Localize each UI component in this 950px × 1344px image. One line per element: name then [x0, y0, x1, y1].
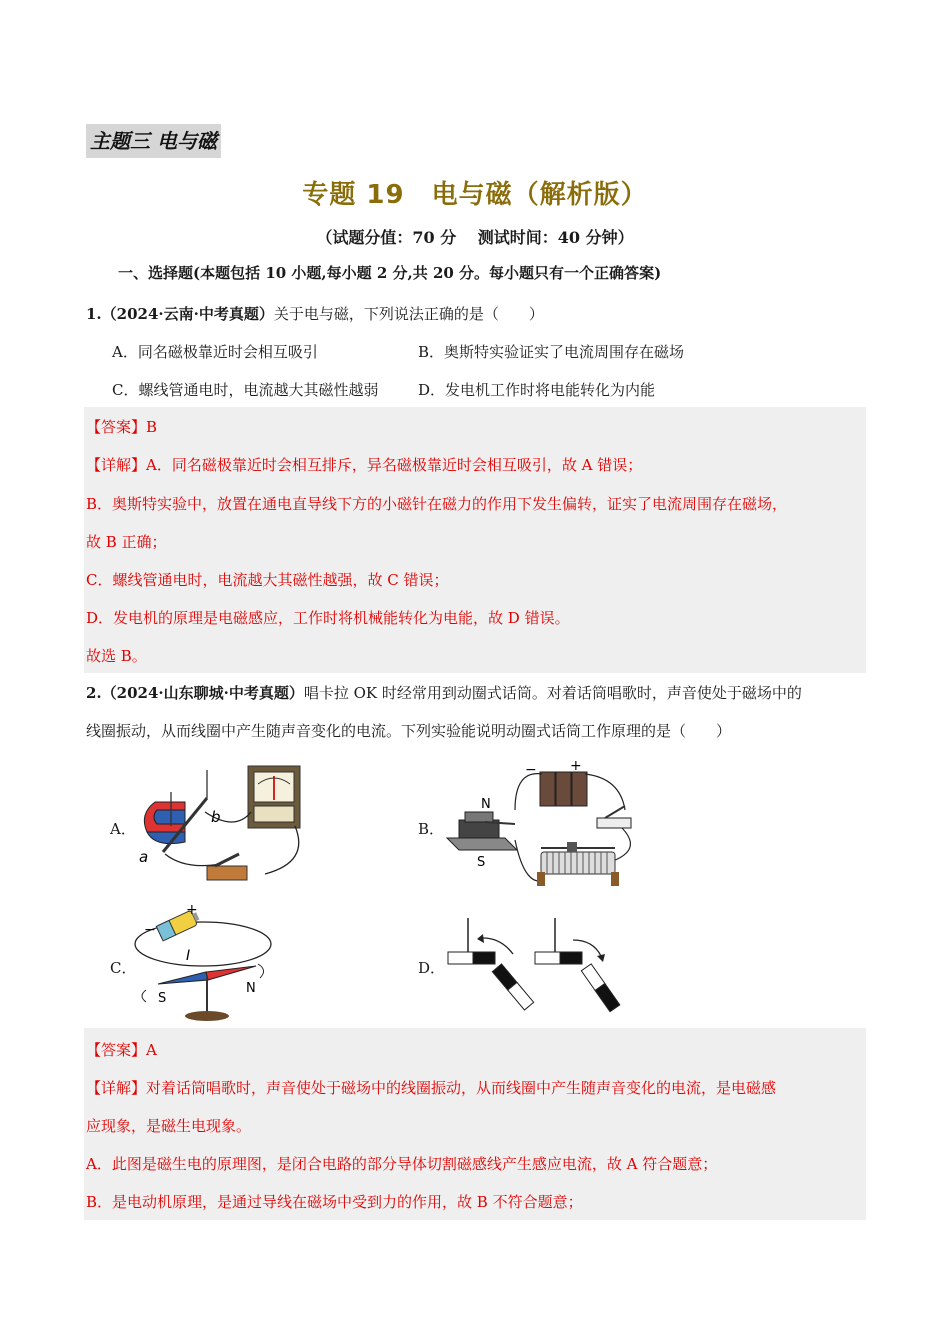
- figure-b-label: B．: [418, 820, 445, 838]
- figure-b-minus: −: [525, 762, 537, 778]
- q1-explain-line: 【详解】A．同名磁极靠近时会相互排斥，异名磁极靠近时会相互吸引，故 A 错误；: [86, 456, 643, 474]
- q1-explain-line: C．螺线管通电时，电流越大其磁性越强，故 C 错误；: [86, 571, 449, 589]
- question-1-source: 1.（2024·云南·中考真题）: [86, 305, 274, 323]
- figure-c-label: C．: [110, 959, 137, 977]
- q1-explain-line: 故 B 正确；: [86, 533, 167, 551]
- question-2-text: 唱卡拉 OK 时经常用到动圈式话筒。对着话筒唱歌时，声音使处于磁场中的: [303, 684, 802, 702]
- q2-explain-line: 【详解】对着话筒唱歌时，声音使处于磁场中的线圈振动，从而线圈中产生随声音变化的电流，是电磁感: [86, 1079, 777, 1097]
- q1-option-d: D．发电机工作时将电能转化为内能: [418, 381, 656, 399]
- figure-a-label: A．: [110, 820, 136, 838]
- figure-a-generator-diagram: [135, 762, 305, 892]
- q1-explain-line: 故选 B。: [86, 647, 147, 665]
- theme-tag: 主题三 电与磁: [86, 124, 221, 158]
- figure-b-motor-diagram: [445, 760, 660, 895]
- question-2-source: 2.（2024·山东聊城·中考真题）: [86, 684, 304, 702]
- figure-b-plus: +: [570, 760, 582, 774]
- q2-explain-line: B．是电动机原理，是通过导线在磁场中受到力的作用，故 B 不符合题意；: [86, 1193, 583, 1211]
- test-info: （试题分值：70 分 测试时间：40 分钟）: [316, 228, 634, 247]
- figure-d-magnet-diagram: [443, 912, 643, 1017]
- page-title: 专题 19 电与磁（解析版）: [302, 180, 648, 210]
- figure-a-b-label: b: [211, 808, 221, 826]
- q1-explain-line: D．发电机的原理是电磁感应，工作时将机械能转化为电能，故 D 错误。: [86, 609, 570, 627]
- figure-c-s-label: S: [158, 991, 167, 1006]
- question-1-stem: [86, 303, 544, 324]
- figure-a-a-label: a: [139, 848, 149, 866]
- figure-c-n-label: N: [246, 981, 256, 996]
- q1-explain-line: B．奥斯特实验中，放置在通电直导线下方的小磁针在磁力的作用下发生偏转，证实了电流周围存在磁场，: [86, 495, 788, 513]
- figure-b-n-label: N: [481, 797, 491, 812]
- q1-option-a: A．同名磁极靠近时会相互吸引: [112, 343, 318, 361]
- question-1-text: 关于电与磁，下列说法正确的是（ ）: [273, 305, 544, 323]
- q1-option-c: C．螺线管通电时，电流越大其磁性越弱: [112, 381, 379, 399]
- q1-answer: 【答案】B: [86, 418, 158, 436]
- section-heading: 一、选择题(本题包括 10 小题,每小题 2 分,共 20 分。每小题只有一个正确答案): [118, 264, 662, 282]
- q1-answer-box: [84, 407, 866, 673]
- figure-b-s-label: S: [477, 855, 486, 870]
- q2-explain-line: A．此图是磁生电的原理图，是闭合电路的部分导体切割磁感线产生感应电流，故 A 符合题意；: [86, 1155, 718, 1173]
- q2-explain-line: 应现象，是磁生电现象。: [86, 1117, 252, 1135]
- q2-answer-box: [84, 1028, 866, 1220]
- figure-c-oersted-diagram: [128, 902, 278, 1027]
- q2-answer: 【答案】A: [86, 1041, 157, 1059]
- q1-option-b: B．奥斯特实验证实了电流周围存在磁场: [418, 343, 685, 361]
- figure-c-current-label: I: [186, 948, 191, 964]
- figure-c-minus: −: [144, 922, 156, 938]
- question-2-stem: [86, 682, 802, 703]
- figure-c-plus: +: [186, 902, 198, 918]
- figure-d-label: D．: [418, 959, 446, 977]
- question-2-stem-cont: 线圈振动，从而线圈中产生随声音变化的电流。下列实验能说明动圈式话筒工作原理的是（ ）: [86, 722, 732, 740]
